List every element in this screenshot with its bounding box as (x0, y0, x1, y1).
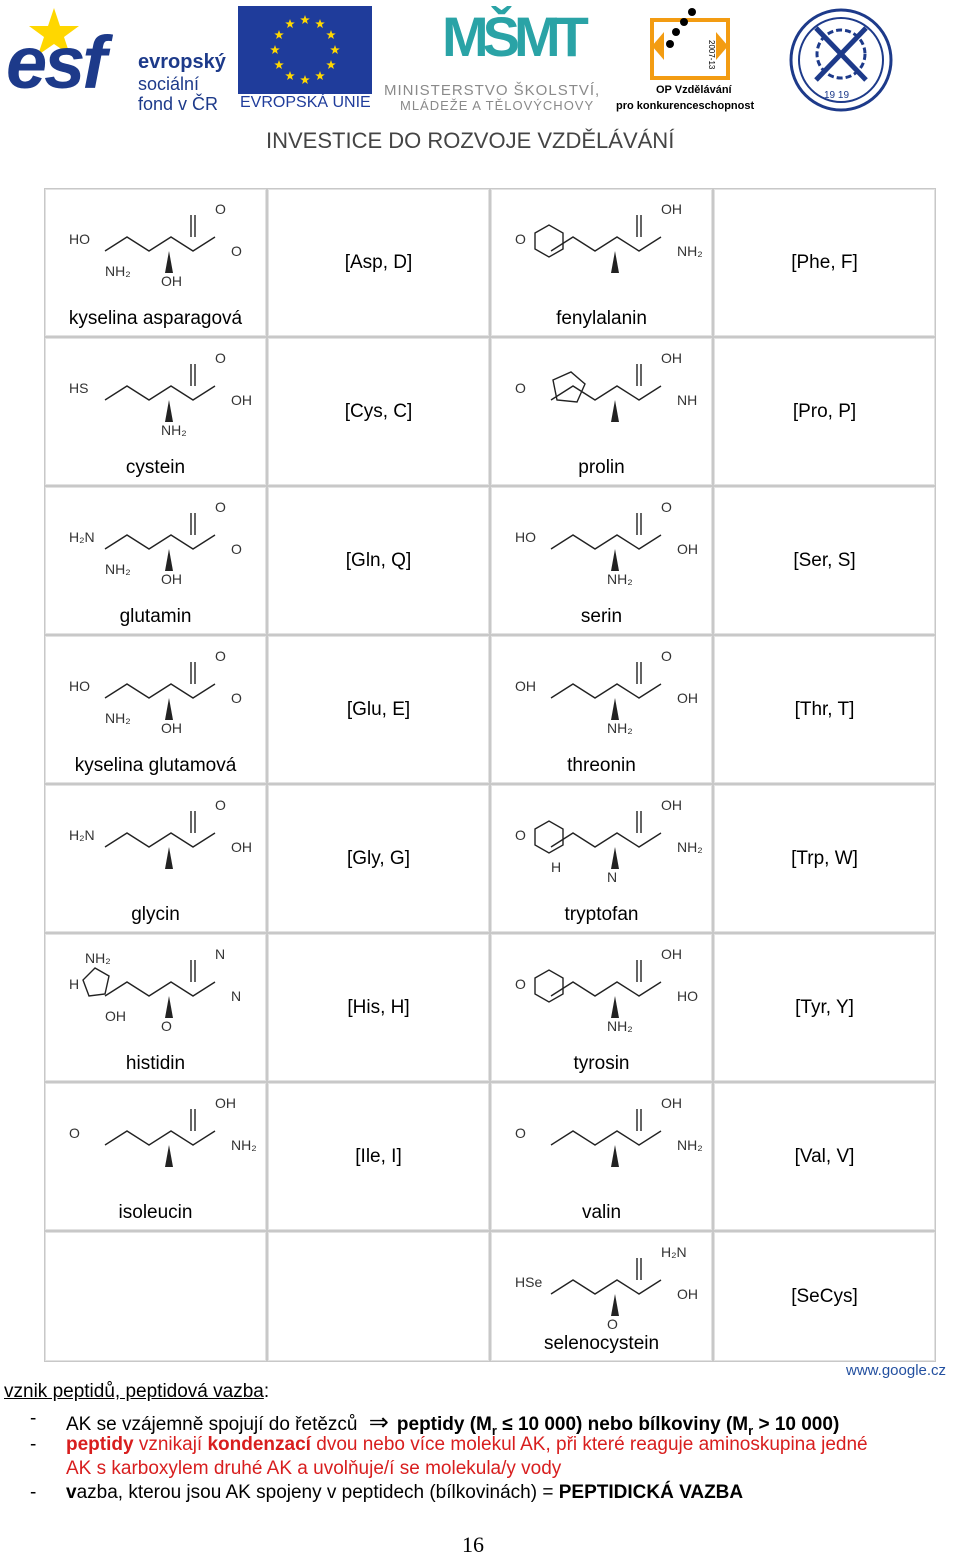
molecule-structure (491, 1087, 712, 1197)
bullet-3-bold: PEPTIDICKÁ VAZBA (558, 1482, 744, 1503)
slogan: INVESTICE DO ROZVOJE VZDĚLÁVÁNÍ (266, 128, 675, 153)
amino-acid-code: [Asp, D] (344, 251, 413, 273)
bond-chain (105, 684, 215, 698)
atom-label: O (515, 231, 526, 247)
wedge-bond (165, 847, 173, 869)
molecule-structure (491, 789, 712, 899)
bullet-2-line2: AK s karboxylem druhé AK a uvolňuje/í se molekula/y vody (66, 1458, 562, 1479)
atom-label: OH (677, 541, 698, 557)
atom-label: N (231, 988, 242, 1004)
atom-label: NH₂ (105, 561, 131, 577)
eu-star-icon (315, 19, 325, 28)
bullet-1-mark: - (30, 1408, 37, 1429)
eu-star-icon (330, 45, 340, 54)
eu-star-icon (285, 19, 295, 28)
amino-acid-code: [Ser, S] (793, 549, 856, 571)
ring-bond (535, 821, 563, 853)
atom-label: NH₂ (85, 950, 111, 966)
eu-star-icon (326, 60, 336, 69)
atom-label: NH₂ (677, 1137, 703, 1153)
atom-label: OH (161, 571, 182, 587)
code-cell (267, 1082, 490, 1231)
amino-acid-code: [Phe, F] (791, 251, 858, 273)
wedge-bond (611, 1145, 619, 1167)
atom-label: O (515, 1125, 526, 1141)
atom-label: OH (661, 350, 682, 366)
eu-stars-icon (238, 6, 372, 94)
bullet-2-bold1: peptidy (66, 1434, 134, 1455)
wedge-bond (611, 698, 619, 720)
structure-cell (490, 784, 713, 933)
amino-acid-name: prolin (578, 457, 625, 478)
code-cell (713, 188, 936, 337)
amino-acid-code: [Val, V] (794, 1145, 855, 1167)
atom-label: O (515, 827, 526, 843)
atom-label: NH₂ (105, 263, 131, 279)
structure-cell (44, 337, 267, 486)
atom-label: OH (515, 678, 536, 694)
structure-cell (490, 1082, 713, 1231)
bullet-1-bold-a: peptidy (M (396, 1414, 492, 1435)
eu-star-icon (326, 30, 336, 39)
ring-bond (553, 372, 585, 402)
eu-star-icon (270, 45, 280, 54)
code-cell (267, 188, 490, 337)
atom-label: NH₂ (677, 243, 703, 259)
eu-label: EVROPSKÁ UNIE (240, 94, 371, 111)
code-cell (267, 486, 490, 635)
ring-bond (535, 225, 563, 257)
atom-label: OH (661, 797, 682, 813)
code-cell (267, 933, 490, 1082)
atom-label: O (515, 380, 526, 396)
atom-label: NH₂ (231, 1137, 257, 1153)
op-emblem-icon (612, 6, 762, 82)
wedge-bond (611, 847, 619, 869)
molecule-structure (491, 491, 712, 601)
atom-label: HO (677, 988, 698, 1004)
molecule-structure (45, 491, 266, 601)
wedge-bond (165, 400, 173, 422)
molecule-structure (45, 640, 266, 750)
amino-acid-name: kyselina asparagová (68, 308, 243, 329)
amino-acid-name: glycin (131, 904, 180, 925)
amino-acid-name: tyrosin (573, 1053, 630, 1074)
code-cell (713, 1231, 936, 1362)
atom-label: HO (515, 529, 536, 545)
bullet-2-text2: dvou nebo více molekul AK, při které reaguje aminoskupina jedné (310, 1434, 868, 1455)
atom-label: O (231, 243, 242, 259)
atom-label: O (215, 350, 226, 366)
ring-bond (535, 970, 563, 1002)
section-heading-text: vznik peptidů, peptidová vazba (4, 1381, 264, 1402)
amino-acid-code: [Gln, Q] (345, 549, 412, 571)
atom-label: OH (105, 1008, 126, 1024)
bond-chain (551, 833, 661, 847)
atom-label: OH (661, 1095, 682, 1111)
atom-label: HO (69, 231, 90, 247)
atom-label: O (215, 648, 226, 664)
atom-label: O (661, 648, 672, 664)
atom-label: OH (661, 946, 682, 962)
atom-label: O (607, 1316, 618, 1332)
atom-label: O (661, 499, 672, 515)
structure-cell (44, 1082, 267, 1231)
bullet-1-sub1: r (491, 1422, 497, 1438)
molecule-structure (45, 193, 266, 303)
section-heading-colon: : (263, 1381, 270, 1402)
bullet-2-line1 (66, 1434, 868, 1456)
amino-acid-code: [His, H] (347, 996, 410, 1018)
eu-star-icon (300, 75, 310, 84)
bond-chain (551, 535, 661, 549)
eu-star-icon (274, 30, 284, 39)
atom-label: N (215, 946, 226, 962)
eu-flag (238, 6, 372, 94)
bullet-3-mark: - (30, 1482, 37, 1503)
bond-chain (105, 1131, 215, 1145)
structure-cell (490, 486, 713, 635)
code-cell (713, 933, 936, 1082)
wedge-bond (165, 996, 173, 1018)
atom-label: OH (161, 720, 182, 736)
header-logos (0, 0, 960, 125)
atom-label: OH (661, 201, 682, 217)
amino-acid-name: threonin (567, 755, 636, 776)
code-cell (713, 337, 936, 486)
atom-label: OH (677, 1286, 698, 1302)
atom-label: O (69, 1125, 80, 1141)
atom-label: NH₂ (677, 839, 703, 855)
atom-label: O (231, 690, 242, 706)
atom-label: O (231, 541, 242, 557)
atom-label: N (607, 869, 618, 885)
atom-label: NH₂ (607, 571, 633, 587)
atom-label: OH (231, 839, 252, 855)
atom-label: NH₂ (607, 720, 633, 736)
bullet-2-text1: vznikají (133, 1434, 208, 1455)
atom-label: NH (677, 392, 698, 408)
wedge-bond (165, 251, 173, 273)
msmt-logo (380, 4, 608, 116)
atom-label: H₂N (69, 827, 95, 843)
esf-line2: sociální (138, 74, 200, 94)
wedge-bond (611, 1294, 619, 1316)
bullet-3-text: azba, kterou jsou AK spojeny v peptidech (bílkovinách) = (76, 1482, 559, 1503)
molecule-structure (45, 789, 266, 899)
eu-logo (238, 6, 372, 114)
bullet-1-text: AK se vzájemně spojují do řetězců (66, 1414, 358, 1435)
op-logo (612, 6, 762, 114)
bullet-3-bold-v: v (66, 1482, 77, 1503)
seal-years: 19 19 (824, 90, 850, 101)
ring-bond (83, 968, 109, 996)
structure-cell (44, 1231, 267, 1362)
esf-logo (6, 6, 232, 114)
atom-label: NH₂ (105, 710, 131, 726)
molecule-structure (491, 938, 712, 1048)
structure-cell (490, 635, 713, 784)
op-line1: OP Vzdělávání (656, 84, 732, 96)
bullet-1-bold (396, 1414, 840, 1438)
atom-label: NH₂ (161, 422, 187, 438)
esf-line1: evropský (138, 51, 226, 73)
atom-label: O (215, 797, 226, 813)
atom-label: HO (69, 678, 90, 694)
structure-cell (44, 933, 267, 1082)
atom-label: O (161, 1018, 172, 1034)
implies-arrow: ⇒ (368, 1409, 389, 1436)
molecule-structure (45, 938, 266, 1048)
structure-cell (490, 933, 713, 1082)
atom-label: HSe (515, 1274, 543, 1290)
structure-cell (490, 188, 713, 337)
atom-label: OH (231, 392, 252, 408)
atom-label: H (551, 859, 562, 875)
bullet-2-bold2: kondenzací (207, 1434, 311, 1455)
atom-label: OH (161, 273, 182, 289)
bond-chain (105, 982, 215, 996)
eu-star-icon (315, 71, 325, 80)
structure-cell (44, 635, 267, 784)
structure-cell (490, 1231, 713, 1362)
structure-cell (44, 188, 267, 337)
atom-label: OH (677, 690, 698, 706)
wedge-bond (611, 251, 619, 273)
eu-star-icon (300, 15, 310, 24)
amino-acid-code: [Glu, E] (346, 698, 411, 720)
molecule-structure (491, 342, 712, 452)
amino-acid-name: fenylalanin (556, 308, 647, 329)
structure-cell (44, 784, 267, 933)
esf-line3: fond v ČR (138, 94, 219, 114)
amino-acid-name: isoleucin (118, 1202, 193, 1223)
bullet-1-sub2: r (748, 1422, 754, 1438)
atom-label: O (515, 976, 526, 992)
amino-acid-code: [Trp, W] (791, 847, 858, 869)
molecule-structure (45, 342, 266, 452)
amino-acid-name: selenocystein (543, 1333, 660, 1354)
atom-label: HS (69, 380, 89, 396)
bullet-3 (66, 1482, 743, 1504)
bond-chain (551, 1131, 661, 1145)
bond-chain (105, 535, 215, 549)
atom-label: H (69, 976, 80, 992)
atom-label: H₂N (661, 1244, 687, 1260)
amino-acid-name: valin (581, 1202, 622, 1223)
op-badge: 2007-13 (707, 40, 716, 70)
amino-acid-code: [SeCys] (791, 1285, 858, 1307)
msmt-line2: MLÁDEŽE A TĚLOVÝCHOVY (400, 98, 595, 113)
atom-label: O (215, 201, 226, 217)
amino-acid-code: [Gly, G] (347, 847, 410, 869)
molecule-structure (491, 640, 712, 750)
wedge-bond (165, 549, 173, 571)
bullet-1-bold-b: ≤ 10 000) nebo bílkoviny (M (496, 1414, 749, 1435)
source-link[interactable]: www.google.cz (846, 1362, 947, 1379)
bond-chain (551, 684, 661, 698)
section-heading (4, 1381, 269, 1403)
amino-acid-table (44, 188, 936, 1362)
amino-acid-name: cystein (125, 457, 186, 478)
amino-acid-code: [Pro, P] (792, 400, 857, 422)
msmt-mark: MŠMT (442, 5, 583, 68)
amino-acid-code: [Cys, C] (344, 400, 413, 422)
code-cell (713, 1082, 936, 1231)
code-cell (267, 1231, 490, 1362)
code-cell (267, 337, 490, 486)
atom-label: OH (215, 1095, 236, 1111)
wedge-bond (165, 698, 173, 720)
amino-acid-name: glutamin (119, 606, 192, 627)
bond-chain (105, 833, 215, 847)
bullet-2-mark: - (30, 1434, 37, 1455)
amino-acid-code: [Thr, T] (794, 698, 855, 720)
esf-mark: esf (6, 21, 104, 104)
seal-logo (786, 6, 896, 114)
amino-acid-name: serin (580, 606, 623, 627)
code-cell (713, 784, 936, 933)
amino-acid-name: histidin (125, 1053, 186, 1074)
structure-cell (44, 486, 267, 635)
wedge-bond (611, 400, 619, 422)
bullet-1-bold-c: > 10 000) (753, 1414, 840, 1435)
wedge-bond (165, 1145, 173, 1167)
eu-star-icon (274, 60, 284, 69)
op-line2: pro konkurenceschopnost (616, 100, 755, 112)
bond-chain (551, 1280, 661, 1294)
bond-chain (551, 982, 661, 996)
bond-chain (551, 386, 661, 400)
atom-label: H₂N (69, 529, 95, 545)
atom-label: NH₂ (607, 1018, 633, 1034)
code-cell (713, 635, 936, 784)
gear-seal-icon (786, 6, 896, 114)
atom-label: O (215, 499, 226, 515)
code-cell (267, 635, 490, 784)
molecule-structure (491, 193, 712, 303)
eu-star-icon (285, 71, 295, 80)
msmt-line1: MINISTERSTVO ŠKOLSTVÍ, (384, 82, 601, 99)
amino-acid-name: tryptofan (564, 904, 639, 925)
molecule-structure (491, 1236, 712, 1346)
bond-chain (551, 237, 661, 251)
bond-chain (105, 237, 215, 251)
code-cell (713, 486, 936, 635)
code-cell (267, 784, 490, 933)
page-number: 16 (462, 1532, 484, 1557)
wedge-bond (611, 996, 619, 1018)
structure-cell (490, 337, 713, 486)
molecule-structure (45, 1087, 266, 1197)
amino-acid-code: [Ile, I] (355, 1145, 402, 1167)
amino-acid-code: [Tyr, Y] (795, 996, 854, 1018)
wedge-bond (611, 549, 619, 571)
amino-acid-name: kyselina glutamová (74, 755, 237, 776)
bond-chain (105, 386, 215, 400)
